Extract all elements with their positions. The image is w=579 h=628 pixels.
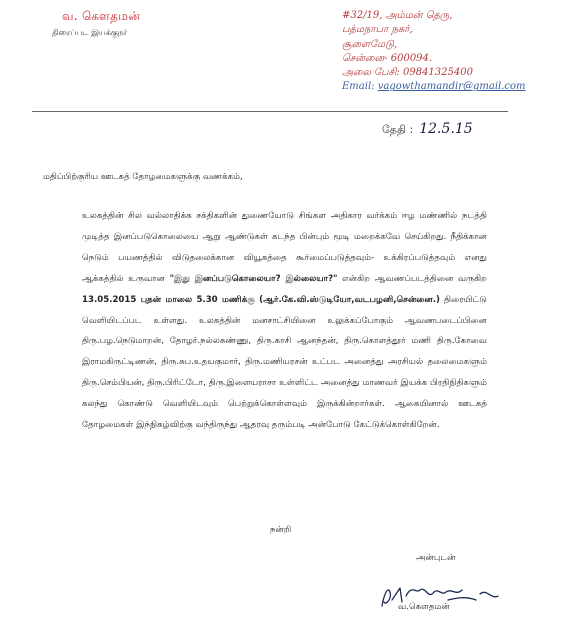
address-line: சூளைமேடு, — [342, 38, 398, 50]
greeting: மதிப்பிற்குரிய ஊடகத் தோழமைகளுக்கு வணக்கம், — [43, 172, 243, 182]
body-text-3: திரையிட்டு வெளியிடப்பட உள்ளது. உலகத்தின் மனசாட்சியினை உலுக்கப்போகும் ஆவணபடைப்பினை திரு.பழ.நெடுமாறன், தோழர்.நல்லகண்ணு, திரு.காசி ஆனந்தன், திரு.கொளத்தூர் மணி திரு.கோவை இராமகிருட்டிணன், திரு.சுப.உதயகுமார், திரு.மணியரசன் உட்பட அனைத்து அரசியல் தலைமைகளும் திரு.செம்பியன், திரு.பிரிட்டோ, திரு.இளையராசா உள்ளிட்ட அனைத்து மாணவர் இயக்க பிரதிநிதிகளும் கலந்து கொண்டு வெளியிடவும் பெற்றுக்கொள்ளவும் இருக்கின்றார்கள். ஆகையினால் ஊடகத் தோழமைகள் இந்நிகழ்விற்கு வந்திருந்து ஆதரவு தரும்படி அன்போடு கேட்டுக்கொள்கிறேன். — [82, 294, 487, 431]
body-text-1: உலகத்தின் சில வல்லாதிக்க சக்திகளின் துணையோடு சிங்கள அதிகார வர்க்கம் ஈழ மண்ணில் நடத்தி முடித்த இனப்படுகொலையை ஆறு ஆண்டுகள் கடந்த பின்பும் மூடி மறைக்கவே செய்கிறது. நீதிக்கான நெடும் பயணத்தில் விடுதலைக்கான வியூகத்தை கூர்மைப்படுத்தவும்- உக்கிரப்படுத்தவும் எனது ஆக்கத்தில் உருவான — [82, 211, 487, 284]
screening-datetime: 13.05.2015 புதன் மாலை 5.30 மணிக்கு (ஆர்.கே.வி.ஸ்டுடியோ,வடபழனி,சென்னை.) — [82, 294, 440, 305]
address-line: சென்னை- 600094. — [342, 52, 433, 64]
email-link[interactable]: vagowthamandir@gmail.com — [377, 81, 526, 93]
email-line — [342, 80, 526, 94]
email-label: Email: — [342, 81, 375, 93]
letterhead-name: வ. கௌதமன் — [62, 9, 141, 23]
date-value: 12.5.15 — [419, 121, 473, 137]
phone-line: அலை பேசி: 09841325400 — [342, 67, 473, 79]
letter-body — [82, 206, 487, 436]
address-line: #32/19, அம்மன் தெரு, — [342, 10, 453, 21]
header-divider — [32, 111, 508, 112]
closing: அன்புடன் — [416, 553, 456, 563]
film-title: "இது இனப்படுகொலையா? இல்லையா?" — [169, 273, 338, 284]
date-label: தேதி : — [382, 123, 414, 136]
thanks: நன்றி — [270, 525, 292, 535]
address-line: பத்மநாபா நகர், — [342, 24, 413, 36]
letterhead-address — [342, 9, 526, 95]
body-text-2: என்கிற ஆவணப்படத்தினை வருகிற — [337, 273, 487, 284]
date-line — [382, 121, 473, 138]
signer-name: வ.கௌதமன் — [398, 602, 450, 612]
letterhead-title: திரைப்பட இயக்குநர் — [52, 28, 128, 37]
